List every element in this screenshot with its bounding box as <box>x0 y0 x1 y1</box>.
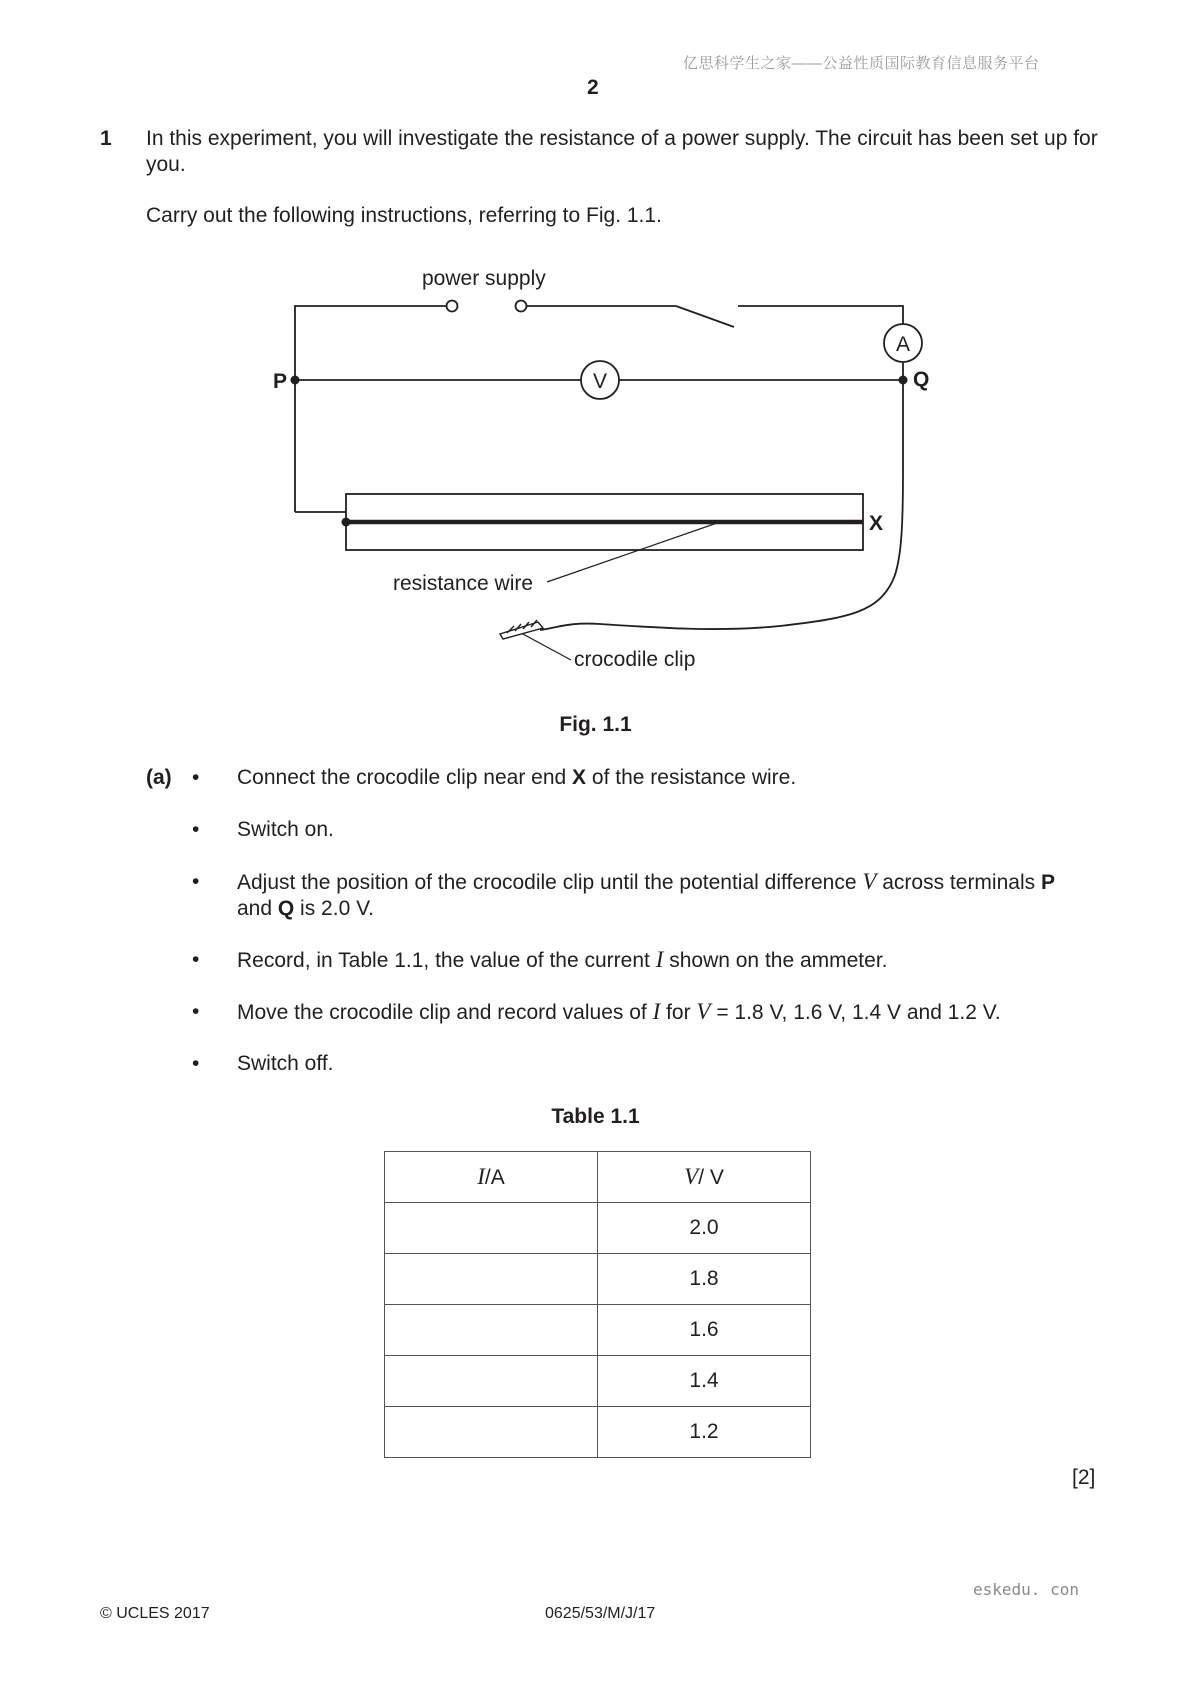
power-supply-terminal-left <box>447 301 458 312</box>
bullet-3: • <box>192 870 200 893</box>
bullet-1: • <box>192 766 200 789</box>
voltmeter-label: V <box>592 370 608 393</box>
wire-top-left <box>295 306 446 512</box>
voltage-cell: 2.0 <box>598 1203 811 1254</box>
crocodile-clip-label: crocodile clip <box>574 648 696 671</box>
question-number: 1 <box>100 127 112 150</box>
bullet-2: • <box>192 818 200 841</box>
figure-caption: Fig. 1.1 <box>559 713 632 736</box>
current-cell[interactable] <box>385 1254 598 1305</box>
page-number: 2 <box>587 76 599 99</box>
instruction-2: Switch on. <box>237 818 334 841</box>
question-instruction: Carry out the following instructions, referring to Fig. 1.1. <box>146 204 662 227</box>
terminal-p-dot <box>291 376 300 385</box>
table-row <box>385 1305 811 1356</box>
instruction-6: Switch off. <box>237 1052 334 1075</box>
table-row <box>385 1254 811 1305</box>
footer-paper-code: 0625/53/M/J/17 <box>545 1605 656 1622</box>
results-table <box>384 1151 811 1458</box>
voltage-cell: 1.6 <box>598 1305 811 1356</box>
pointer-crocodile-clip <box>521 633 571 660</box>
end-x-label: X <box>869 512 884 535</box>
part-a-label: (a) <box>146 766 172 789</box>
footer-watermark: eskedu. con <box>973 1580 1079 1599</box>
voltage-cell: 1.2 <box>598 1407 811 1458</box>
ammeter-label: A <box>895 333 911 356</box>
table-header-row <box>385 1152 811 1203</box>
voltage-cell: 1.4 <box>598 1356 811 1407</box>
switch-blade <box>676 306 734 327</box>
terminal-p-label: P <box>273 370 288 393</box>
current-cell[interactable] <box>385 1203 598 1254</box>
table-row <box>385 1407 811 1458</box>
circuit-diagram <box>0 0 1191 700</box>
terminal-q-dot <box>899 376 908 385</box>
header-current: I/A <box>385 1152 598 1203</box>
resistance-wire-end-dot <box>342 518 351 527</box>
power-supply-label: power supply <box>422 267 546 290</box>
terminal-q-label: Q <box>913 368 930 391</box>
current-cell[interactable] <box>385 1305 598 1356</box>
resistance-wire-label: resistance wire <box>393 572 534 595</box>
bullet-4: • <box>192 948 200 971</box>
table-row <box>385 1203 811 1254</box>
header-watermark: 亿思科学生之家——公益性质国际教育信息服务平台 <box>683 55 1040 72</box>
instruction-5: Move the crocodile clip and record values of I for V = 1.8 V, 1.6 V, 1.4 V and 1.2 V. <box>237 999 1001 1024</box>
current-cell[interactable] <box>385 1356 598 1407</box>
voltage-cell: 1.8 <box>598 1254 811 1305</box>
question-intro: In this experiment, you will investigate the resistance of a power supply. The circuit has been set up for you. <box>146 127 1098 176</box>
crocodile-clip-icon <box>500 620 543 639</box>
table-title: Table 1.1 <box>551 1105 640 1128</box>
instruction-4: Record, in Table 1.1, the value of the current I shown on the ammeter. <box>237 947 888 972</box>
bullet-6: • <box>192 1052 200 1075</box>
instruction-1: Connect the crocodile clip near end X of the resistance wire. <box>237 766 797 789</box>
table-row <box>385 1356 811 1407</box>
header-voltage: V/ V <box>598 1152 811 1203</box>
current-cell[interactable] <box>385 1407 598 1458</box>
instruction-3: Adjust the position of the crocodile clip until the potential difference V across terminals P and Q is 2.0 V. <box>237 869 1055 920</box>
power-supply-terminal-right <box>516 301 527 312</box>
wire-top-right <box>738 306 903 324</box>
marks-allocation: [2] <box>1072 1466 1096 1489</box>
bullet-5: • <box>192 1000 200 1023</box>
footer-copyright: © UCLES 2017 <box>100 1605 210 1622</box>
